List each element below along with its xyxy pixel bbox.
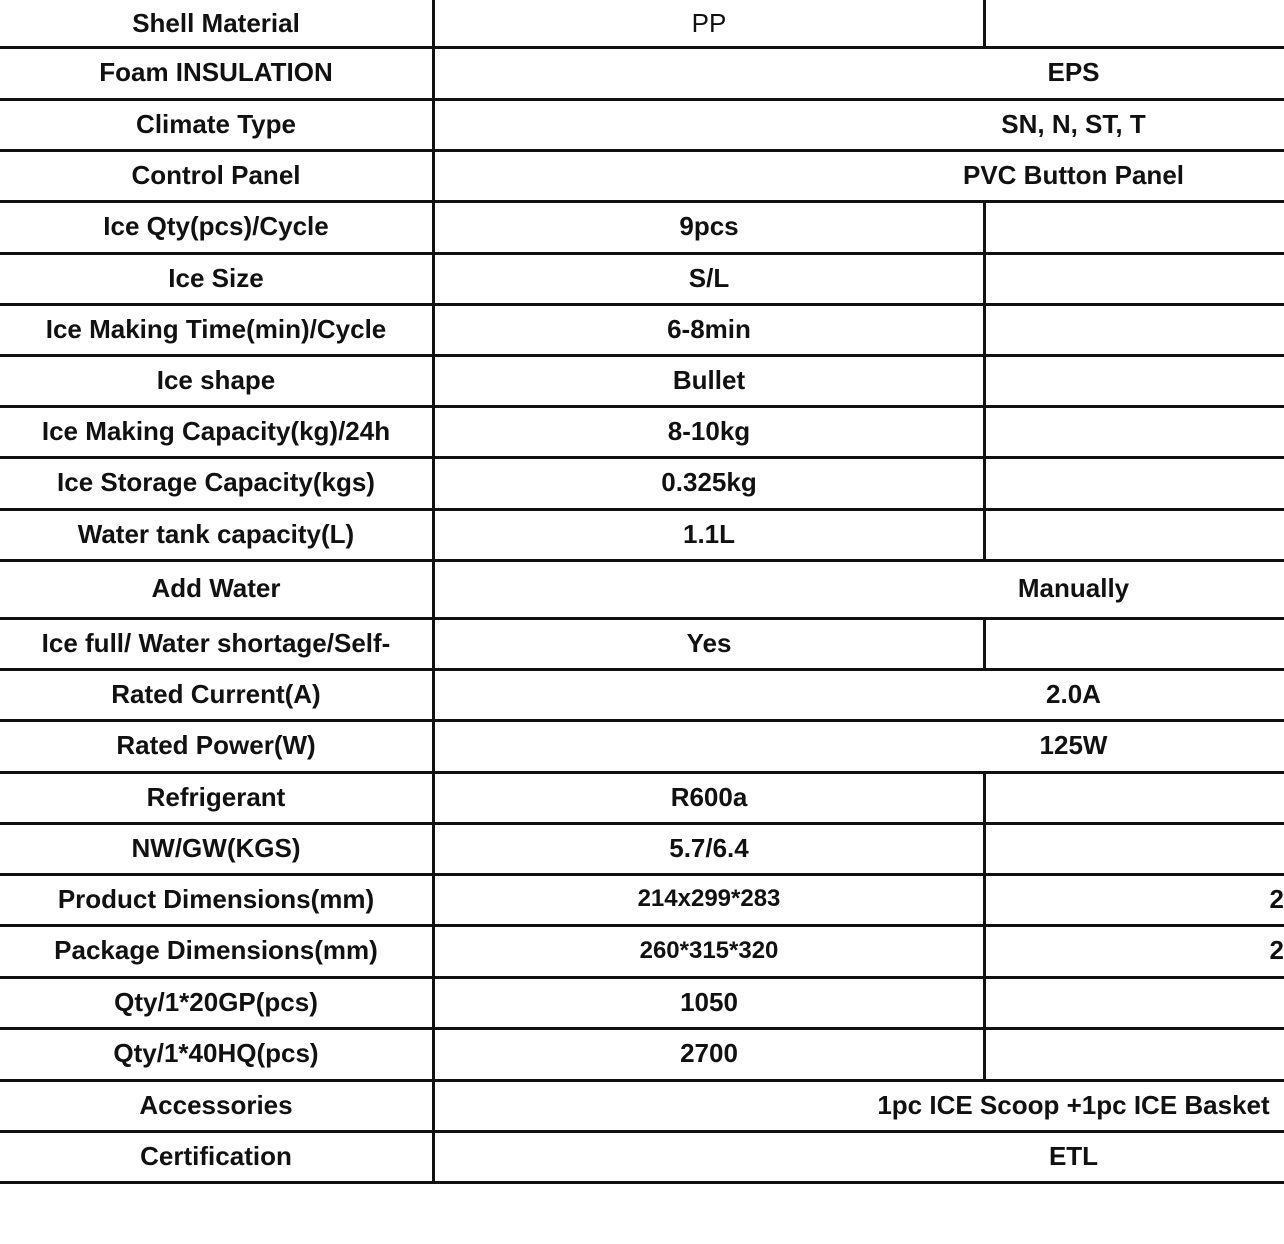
row-value: 5.7/6.4 [435,823,986,873]
table-row [0,47,1284,101]
row-value: 8-10kg [435,406,986,456]
row-label: Add Water [0,560,435,617]
row-value: 9pcs [435,201,986,252]
row-value: Bullet [435,355,986,405]
row-label: Ice Qty(pcs)/Cycle [0,201,435,252]
row-label: Ice full/ Water shortage/Self- [0,618,435,668]
row-value-2 [986,618,1284,668]
row-value: 1pc ICE Scoop +1pc ICE Basket [877,1089,1270,1120]
row-label: Ice Making Capacity(kg)/24h [0,406,435,456]
row-value: R600a [435,772,986,822]
table-row [0,1080,1284,1133]
row-value: 214x299*283 [435,874,986,924]
table-row [0,874,1284,927]
row-label: Ice Size [0,253,435,303]
table-row [0,560,1284,620]
row-label: Qty/1*20GP(pcs) [0,977,435,1027]
row-label: Ice Storage Capacity(kgs) [0,457,435,508]
row-label: Water tank capacity(L) [0,509,435,559]
row-value-2 [986,304,1284,354]
row-value-2 [986,823,1284,873]
row-value: 260*315*320 [435,925,986,976]
row-value-2 [986,1028,1284,1079]
row-label: Refrigerant [0,772,435,822]
row-label: Package Dimensions(mm) [0,925,435,976]
table-row [0,977,1284,1030]
row-value: 1.1L [435,509,986,559]
table-row [0,509,1284,562]
row-label: Climate Type [0,99,435,149]
row-label: Control Panel [0,150,435,200]
row-label: Rated Current(A) [0,669,435,719]
row-value: 2.0A [1046,678,1101,709]
row-value: Manually [1017,573,1130,603]
row-value-2 [986,201,1284,252]
table-row [0,669,1284,722]
row-value-2 [986,457,1284,508]
table-row [0,618,1284,671]
row-value: PP [435,0,986,46]
table-row [0,720,1284,774]
row-value-2 [986,355,1284,405]
table-row [0,201,1284,255]
table-row [0,457,1284,511]
row-label: Accessories [0,1080,435,1130]
row-value-2: 2 [1269,883,1284,914]
row-label: Ice shape [0,355,435,405]
table-row [0,0,1284,49]
row-value: S/L [435,253,986,303]
row-value-2 [986,772,1284,822]
table-row [0,772,1284,825]
table-row [0,823,1284,876]
table-row [0,304,1284,357]
row-value: 2700 [435,1028,986,1079]
table-row [0,99,1284,152]
row-value: SN, N, ST, T [1001,108,1146,139]
row-value: EPS [1047,57,1100,87]
row-label: Foam INSULATION [0,47,435,98]
row-value: 1050 [435,977,986,1027]
row-value: 6-8min [435,304,986,354]
row-label: Product Dimensions(mm) [0,874,435,924]
row-value: 0.325kg [435,457,986,508]
row-value: Yes [435,618,986,668]
row-value-2 [986,509,1284,559]
table-row [0,406,1284,459]
table-row [0,150,1284,203]
row-value: 125W [1039,730,1108,760]
row-label: Shell Material [0,0,435,46]
row-value-2 [986,253,1284,303]
row-label: Ice Making Time(min)/Cycle [0,304,435,354]
row-value: ETL [1048,1140,1099,1171]
table-row [0,355,1284,408]
row-value-2 [986,406,1284,456]
table-row [0,1028,1284,1082]
table-row [0,253,1284,306]
row-value-2 [986,0,1284,46]
row-label: Rated Power(W) [0,720,435,771]
row-label: Certification [0,1131,435,1181]
table-row [0,1131,1284,1184]
row-label: NW/GW(KGS) [0,823,435,873]
row-label: Qty/1*40HQ(pcs) [0,1028,435,1079]
row-value: PVC Button Panel [962,159,1184,190]
table-row [0,925,1284,979]
row-value-2 [986,977,1284,1027]
row-value-2: 2 [1269,935,1284,965]
